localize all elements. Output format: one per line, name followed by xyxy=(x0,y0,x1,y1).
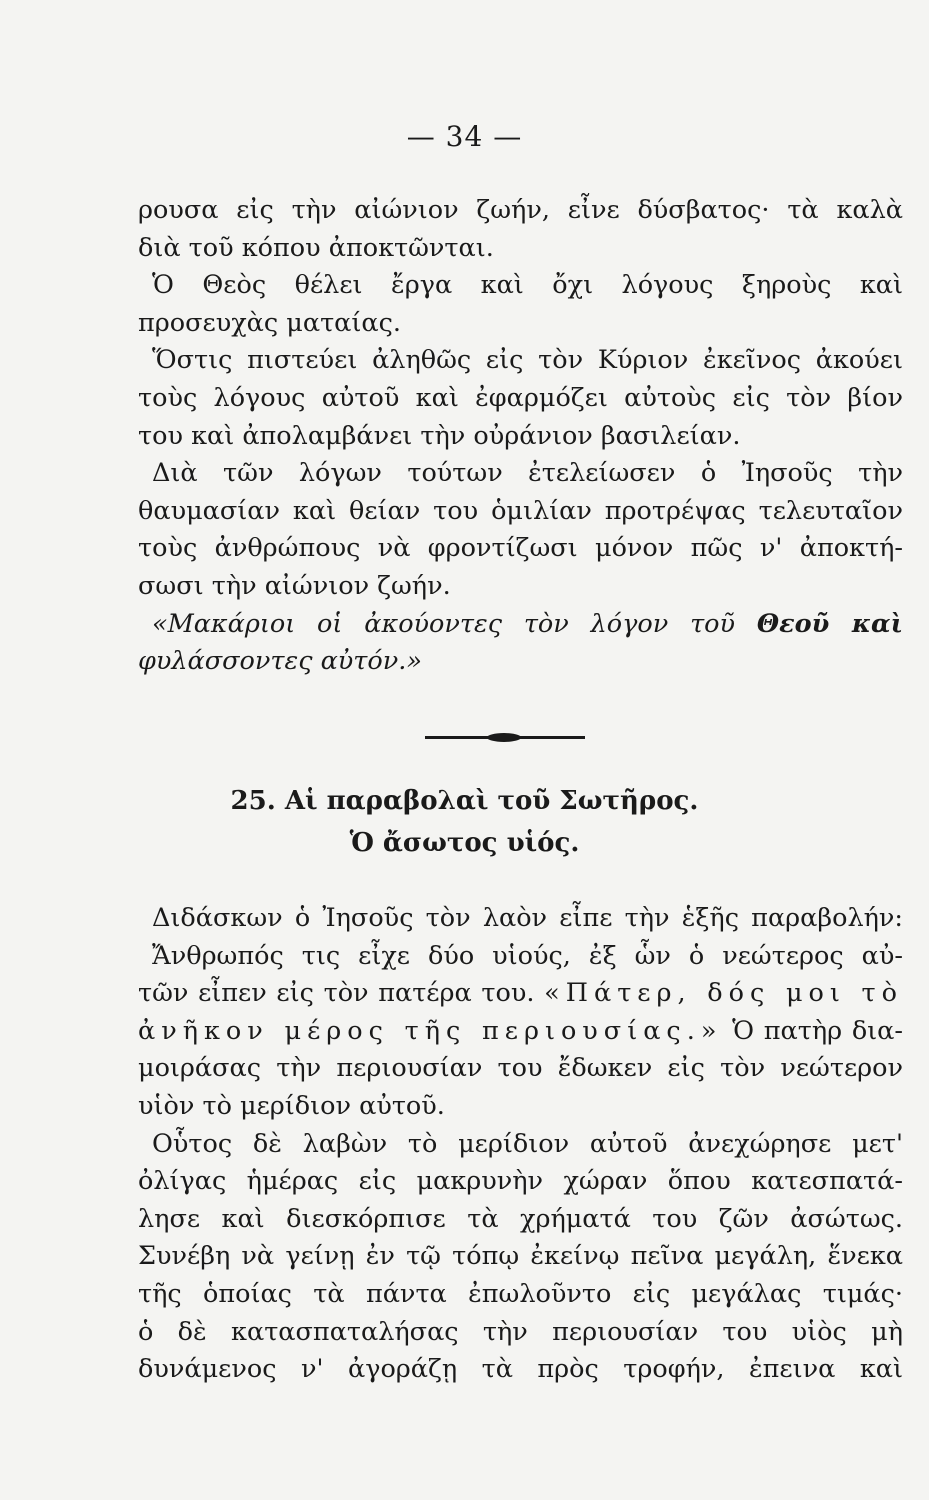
text-line: Συνέβη νὰ γείνῃ ἐν τῷ τόπῳ ἐκείνῳ πεῖνα μεγάλη, ἕνεκα xyxy=(138,1241,903,1272)
text-line: του καὶ ἀπολαμβάνει τὴν οὐράνιον βασιλείαν. xyxy=(138,420,741,451)
spaced-quote: «Πάτερ, δός μοι τὸ xyxy=(544,978,903,1009)
quote-line: φυλάσσοντες αὐτόν.» xyxy=(138,646,422,677)
text-line: τοὺς ἀνθρώπους νὰ φροντίζωσι μόνον πῶς ν' ἀποκτή- xyxy=(138,533,903,564)
spaced-quote: ἀνῆκον μέρος τῆς περιουσίας.» xyxy=(138,1015,723,1046)
text-line xyxy=(138,1013,903,1051)
text-line: ὀλίγας ἡμέρας εἰς μακρυνὴν χώραν ὅπου κατεσπατά- xyxy=(138,1166,903,1197)
text-line: μοιράσας τὴν περιουσίαν του ἔδωκεν εἰς τὸν νεώτερον xyxy=(138,1053,903,1084)
section-subheading: Ὁ ἄσωτος υἱός. xyxy=(349,828,580,858)
text-line: Διὰ τῶν λόγων τούτων ἐτελείωσεν ὁ Ἰησοῦς τὴν xyxy=(152,458,903,489)
quote-line xyxy=(138,606,903,644)
bottom-text-block xyxy=(138,900,903,1389)
text-line: Ὁ Θεὸς θέλει ἔργα καὶ ὄχι λόγους ξηροὺς καὶ xyxy=(152,270,903,301)
page-number: — 34 — xyxy=(406,120,523,153)
text-run: Ὁ πατὴρ δια- xyxy=(722,1015,903,1046)
text-line: ρουσα εἰς τὴν αἰώνιον ζωήν, εἶνε δύσβατος· τὰ καλὰ xyxy=(138,195,903,225)
text-line: τοὺς λόγους αὐτοῦ καὶ ἐφαρμόζει αὐτοὺς εἰς τὸν βίον xyxy=(138,382,903,413)
text-line: Οὗτος δὲ λαβὼν τὸ μερίδιον αὐτοῦ ἀνεχώρησε μετ' xyxy=(152,1128,903,1159)
quote-emphasis: Θεοῦ καὶ xyxy=(756,608,903,639)
text-line: προσευχὰς ματαίας. xyxy=(138,307,402,338)
text-line xyxy=(138,975,903,1013)
text-line: θαυμασίαν καὶ θείαν του ὁμιλίαν προτρέψας τελευταῖον xyxy=(138,495,903,526)
text-line: τῆς ὁποίας τὰ πάντα ἐπωλοῦντο εἰς μεγάλας τιμάς· xyxy=(138,1278,903,1309)
text-line: σωσι τὴν αἰώνιον ζωήν. xyxy=(138,570,451,601)
quote-text: «Μακάριοι οἱ ἀκούοντες τὸν λόγον τοῦ xyxy=(152,608,757,639)
section-heading: 25. Αἱ παραβολαὶ τοῦ Σωτῆρος. xyxy=(230,786,699,816)
top-text-block xyxy=(138,192,903,681)
text-line: Ἄνθρωπός τις εἶχε δύο υἱούς, ἐξ ὧν ὁ νεώτερος αὐ- xyxy=(152,940,903,971)
text-line: υἱὸν τὸ μερίδιον αὐτοῦ. xyxy=(138,1090,445,1121)
text-line: Διδάσκων ὁ Ἰησοῦς τὸν λαὸν εἶπε τὴν ἑξῆς παραβολήν: xyxy=(152,903,903,933)
text-run: τῶν εἶπεν εἰς τὸν πατέρα του. xyxy=(138,978,545,1009)
text-line: λησε καὶ διεσκόρπισε τὰ χρήματά του ζῶν ἀσώτως. xyxy=(138,1203,903,1234)
text-line: Ὅστις πιστεύει ἀληθῶς εἰς τὸν Κύριον ἐκεῖνος ἀκούει xyxy=(152,345,903,376)
text-line: δυνάμενος ν' ἀγοράζῃ τὰ πρὸς τροφήν, ἐπεινα καὶ xyxy=(138,1354,903,1385)
text-line: ὁ δὲ κατασπαταλήσας τὴν περιουσίαν του υἱὸς μὴ xyxy=(138,1316,903,1347)
text-line: διὰ τοῦ κόπου ἀποκτῶνται. xyxy=(138,232,494,263)
ornamental-divider xyxy=(425,736,585,739)
